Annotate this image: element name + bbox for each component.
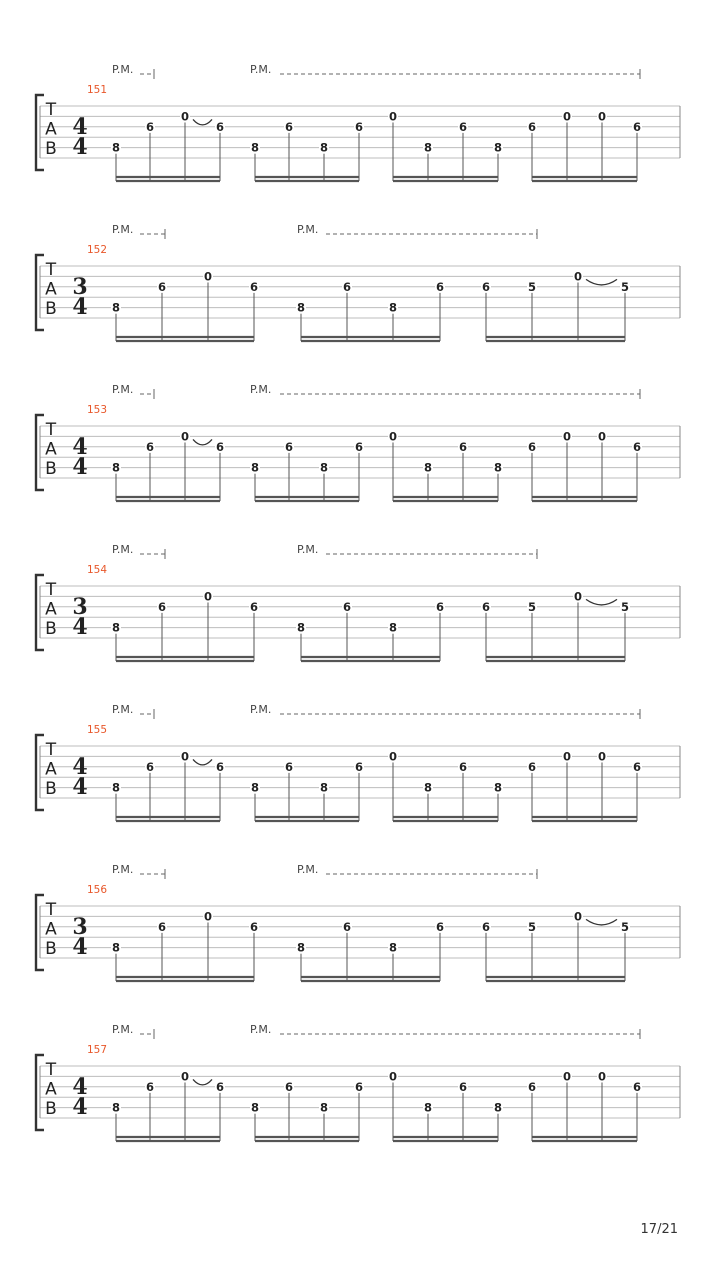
tab-clef-letter: B [45,139,57,159]
fret-number: 6 [481,599,491,614]
fret-number: 8 [423,1100,433,1115]
fret-number: 6 [527,119,537,134]
fret-number: 6 [527,1079,537,1094]
fret-number: 6 [342,919,352,934]
fret-number: 6 [284,1079,294,1094]
fret-number: 0 [562,749,572,764]
tab-clef-letter: A [45,439,57,460]
fret-number: 8 [296,300,306,315]
fret-number: 0 [562,429,572,444]
palm-mute-label: P.M. [297,863,319,876]
fret-number: 8 [111,780,121,795]
fret-number: 0 [180,749,190,764]
fret-number: 6 [157,919,167,934]
fret-number: 8 [111,300,121,315]
time-signature-top: 3 [72,274,88,300]
fret-number: 0 [597,749,607,764]
fret-number: 6 [527,759,537,774]
fret-number: 0 [573,589,583,604]
fret-number: 6 [527,439,537,454]
fret-number: 0 [180,109,190,124]
fret-number: 0 [203,909,213,924]
palm-mute-label: P.M. [250,703,272,716]
tab-clef-letter: B [45,939,57,959]
tie-arc [586,599,617,605]
fret-number: 8 [250,460,260,475]
tab-clef-letter: T [45,1060,57,1080]
measure-number: 153 [87,404,108,416]
tab-clef-letter: B [45,459,57,479]
fret-number: 6 [215,759,225,774]
fret-number: 0 [388,109,398,124]
fret-number: 6 [481,919,491,934]
fret-number: 6 [354,439,364,454]
tab-clef-letter: T [45,740,57,760]
fret-number: 0 [597,429,607,444]
tab-system [36,543,680,661]
fret-number: 6 [249,919,259,934]
fret-number: 0 [562,1069,572,1084]
tab-clef-letter: B [45,1099,57,1119]
fret-number: 8 [111,140,121,155]
time-signature-bottom: 4 [72,454,88,480]
fret-number: 6 [157,599,167,614]
fret-number: 5 [620,279,630,294]
time-signature-top: 4 [72,754,88,780]
tab-clef-letter: T [45,580,57,600]
palm-mute-label: P.M. [112,863,134,876]
time-signature-top: 4 [72,1074,88,1100]
fret-number: 6 [284,759,294,774]
time-signature-bottom: 4 [72,134,88,160]
measure-number: 156 [87,884,108,896]
palm-mute-label: P.M. [297,223,319,236]
fret-number: 6 [354,759,364,774]
fret-number: 8 [319,460,329,475]
fret-number: 0 [562,109,572,124]
tab-system [36,223,680,341]
fret-number: 6 [458,759,468,774]
tab-clef-letter: A [45,599,57,620]
tab-clef-letter: T [45,260,57,280]
time-signature-bottom: 4 [72,614,88,640]
palm-mute-label: P.M. [112,703,134,716]
tab-clef-letter: A [45,759,57,780]
fret-number: 0 [180,1069,190,1084]
fret-number: 8 [250,140,260,155]
fret-number: 8 [388,300,398,315]
time-signature-top: 4 [72,114,88,140]
fret-number: 8 [111,940,121,955]
measure-number: 152 [87,244,108,256]
measure-number: 154 [87,564,108,576]
tab-clef-letter: A [45,1079,57,1100]
time-signature-bottom: 4 [72,1094,88,1120]
tie-arc [193,1079,212,1085]
tab-clef-letter: T [45,420,57,440]
fret-number: 6 [215,119,225,134]
fret-number: 0 [388,1069,398,1084]
fret-number: 6 [458,439,468,454]
palm-mute-label: P.M. [112,223,134,236]
palm-mute-label: P.M. [297,543,319,556]
fret-number: 8 [250,780,260,795]
fret-number: 6 [632,759,642,774]
tab-clef-letter: A [45,919,57,940]
fret-number: 6 [157,279,167,294]
fret-number: 5 [527,599,537,614]
fret-number: 8 [493,780,503,795]
tab-system [36,1023,680,1141]
measure-number: 155 [87,724,108,736]
fret-number: 6 [342,279,352,294]
fret-number: 5 [620,599,630,614]
fret-number: 8 [111,1100,121,1115]
fret-number: 0 [597,109,607,124]
fret-number: 6 [354,1079,364,1094]
tie-arc [193,119,212,124]
fret-number: 8 [493,1100,503,1115]
fret-number: 6 [435,599,445,614]
fret-number: 8 [111,460,121,475]
tab-system [36,703,680,821]
fret-number: 6 [249,279,259,294]
time-signature-top: 3 [72,914,88,940]
fret-number: 0 [573,909,583,924]
fret-number: 6 [215,439,225,454]
fret-number: 6 [435,279,445,294]
tab-clef-letter: A [45,279,57,300]
fret-number: 6 [145,759,155,774]
time-signature-bottom: 4 [72,294,88,320]
fret-number: 8 [388,940,398,955]
fret-number: 8 [423,140,433,155]
palm-mute-label: P.M. [112,63,134,76]
tab-clef-letter: T [45,900,57,920]
fret-number: 5 [620,919,630,934]
fret-number: 0 [388,429,398,444]
tab-system [36,63,680,181]
fret-number: 6 [284,439,294,454]
measure-number: 151 [87,84,108,96]
time-signature-top: 3 [72,594,88,620]
fret-number: 8 [319,1100,329,1115]
fret-number: 0 [573,269,583,284]
tab-clef-letter: A [45,119,57,140]
palm-mute-label: P.M. [250,383,272,396]
palm-mute-label: P.M. [112,1023,134,1036]
fret-number: 8 [296,940,306,955]
tab-clef-letter: B [45,779,57,799]
fret-number: 8 [250,1100,260,1115]
fret-number: 6 [632,439,642,454]
fret-number: 0 [180,429,190,444]
fret-number: 8 [319,780,329,795]
tie-arc [586,279,617,285]
fret-number: 8 [423,460,433,475]
fret-number: 6 [354,119,364,134]
fret-number: 6 [145,119,155,134]
fret-number: 6 [145,439,155,454]
fret-number: 8 [493,140,503,155]
measure-number: 157 [87,1044,108,1056]
fret-number: 6 [215,1079,225,1094]
tab-clef-letter: T [45,100,57,120]
fret-number: 6 [632,1079,642,1094]
fret-number: 0 [388,749,398,764]
fret-number: 5 [527,279,537,294]
palm-mute-label: P.M. [250,1023,272,1036]
tab-system [36,863,680,981]
fret-number: 5 [527,919,537,934]
fret-number: 8 [319,140,329,155]
fret-number: 0 [203,269,213,284]
fret-number: 0 [597,1069,607,1084]
tab-clef-letter: B [45,619,57,639]
fret-number: 6 [632,119,642,134]
fret-number: 8 [493,460,503,475]
fret-number: 6 [458,1079,468,1094]
time-signature-bottom: 4 [72,774,88,800]
time-signature-top: 4 [72,434,88,460]
fret-number: 0 [203,589,213,604]
palm-mute-label: P.M. [250,63,272,76]
tab-system [36,383,680,501]
fret-number: 6 [435,919,445,934]
fret-number: 6 [284,119,294,134]
fret-number: 6 [458,119,468,134]
tie-arc [193,759,212,765]
fret-number: 8 [111,620,121,635]
fret-number: 6 [249,599,259,614]
tie-arc [193,439,212,445]
time-signature-bottom: 4 [72,934,88,960]
tab-clef-letter: B [45,299,57,319]
fret-number: 6 [481,279,491,294]
page-number: 17/21 [640,1222,678,1237]
palm-mute-label: P.M. [112,543,134,556]
fret-number: 6 [145,1079,155,1094]
fret-number: 8 [388,620,398,635]
fret-number: 6 [342,599,352,614]
fret-number: 8 [296,620,306,635]
tie-arc [586,919,617,925]
fret-number: 8 [423,780,433,795]
palm-mute-label: P.M. [112,383,134,396]
